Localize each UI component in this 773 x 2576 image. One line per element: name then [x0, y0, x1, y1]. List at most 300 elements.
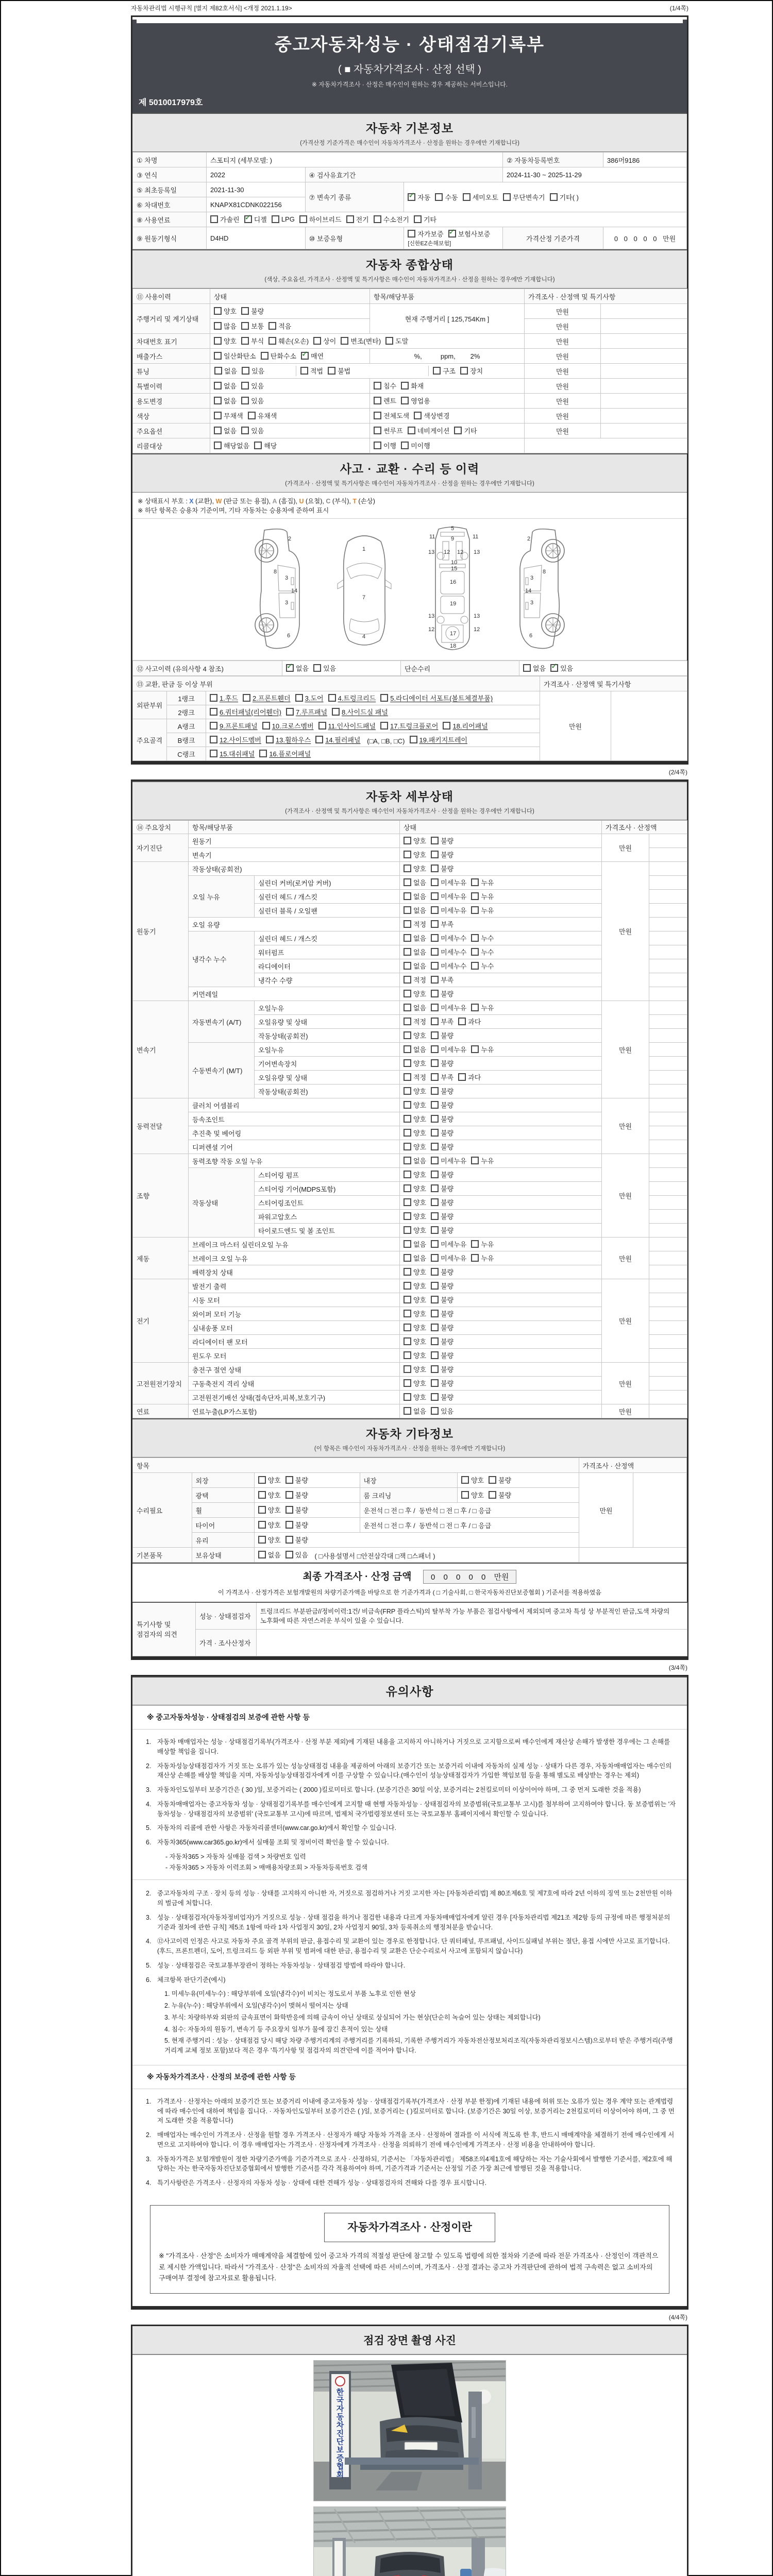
checkbox-상이[interactable] — [313, 336, 336, 346]
checkbox-해당없음[interactable] — [214, 440, 249, 450]
item-state-options — [400, 1084, 602, 1098]
checkbox-양호[interactable] — [404, 1142, 426, 1151]
checkbox-없음[interactable] — [404, 947, 426, 957]
checkbox-box — [374, 215, 381, 223]
checkbox-양호[interactable] — [258, 1520, 281, 1530]
checkbox-box — [285, 1476, 293, 1484]
checkbox-없음[interactable] — [214, 366, 237, 376]
checkbox-group — [214, 398, 268, 406]
checkbox-있음[interactable] — [313, 663, 336, 673]
checkbox-label: 부식 — [251, 337, 264, 345]
checkbox-label: 영업용 — [411, 397, 430, 405]
checkbox-보험사보증[interactable] — [448, 229, 491, 239]
item-state-options — [400, 1377, 602, 1391]
checkbox-불량[interactable] — [431, 1211, 453, 1221]
checkbox-없음[interactable] — [258, 1550, 281, 1560]
checkbox-불량[interactable] — [431, 1378, 453, 1388]
checkbox-label: 불량 — [441, 1143, 454, 1151]
item-state-options — [400, 890, 602, 904]
checkbox-label: 누수 — [481, 935, 494, 942]
checkbox-있음[interactable] — [431, 1406, 453, 1416]
checkbox-1.후드[interactable] — [210, 693, 238, 703]
checkbox-box — [346, 215, 354, 223]
other-price-cell: 만원 — [579, 1473, 633, 1548]
checkbox-없음[interactable] — [404, 1406, 426, 1416]
checkbox-전기[interactable] — [346, 214, 369, 224]
checkbox-양호[interactable] — [404, 836, 426, 845]
checkbox-10.크로스멤버[interactable] — [262, 721, 314, 731]
checkbox-미세누유[interactable] — [431, 1156, 466, 1165]
checkbox-없음[interactable] — [404, 1156, 426, 1165]
checkbox-없음[interactable] — [404, 933, 426, 943]
checkbox-양호[interactable] — [404, 1058, 426, 1068]
checkbox-label: 있음 — [441, 1408, 454, 1415]
device-label: 연료 — [133, 1404, 189, 1418]
inspection-photo-front — [313, 2360, 506, 2501]
checkbox-불량[interactable] — [431, 1281, 453, 1291]
checkbox-box — [431, 1184, 439, 1192]
checkbox-7.루프패널[interactable] — [286, 707, 327, 717]
checkbox-누유[interactable] — [471, 905, 494, 915]
car-damage-diagram — [132, 519, 687, 660]
checkbox-label: 누수 — [481, 962, 494, 970]
other-header-item: 항목 — [133, 1458, 579, 1473]
checkbox-불량[interactable] — [431, 1128, 453, 1138]
checkbox-없음[interactable] — [404, 905, 426, 915]
svg-text:19: 19 — [450, 601, 457, 607]
checkbox-양호[interactable] — [404, 1086, 426, 1096]
checkbox-양호[interactable] — [404, 1170, 426, 1179]
checkbox-양호[interactable] — [214, 336, 237, 346]
checkbox-label: 양호 — [224, 337, 237, 345]
notice-item — [146, 1737, 678, 1757]
checkbox-불량[interactable] — [431, 1267, 453, 1277]
checkbox-불량[interactable] — [431, 989, 453, 998]
checkbox-양호[interactable] — [258, 1535, 281, 1545]
checkbox-양호[interactable] — [404, 1267, 426, 1277]
checkbox-양호[interactable] — [404, 989, 426, 998]
checkbox-group — [404, 1381, 458, 1388]
legend-text: (부식), — [330, 498, 353, 505]
checkbox-양호[interactable] — [404, 1364, 426, 1374]
checkbox-box — [408, 230, 415, 238]
checkbox-box — [313, 664, 321, 672]
checkbox-영업용[interactable] — [401, 396, 430, 405]
checkbox-렌트[interactable] — [374, 396, 396, 405]
checkbox-label: 불량 — [295, 1477, 308, 1484]
summary-table — [132, 289, 687, 453]
checkbox-18.리어패널[interactable] — [443, 721, 488, 731]
checkbox-없음[interactable] — [214, 381, 237, 391]
checkbox-양호[interactable] — [461, 1490, 484, 1500]
checkbox-불량[interactable] — [431, 1350, 453, 1360]
checkbox-디젤[interactable] — [244, 214, 267, 224]
checkbox-많음[interactable] — [214, 321, 237, 331]
checkbox-label: 불량 — [441, 990, 454, 998]
checkbox-양호[interactable] — [258, 1475, 281, 1485]
checkbox-15.대쉬패널[interactable] — [210, 749, 255, 758]
checkbox-불량[interactable] — [431, 836, 453, 845]
holding-items-list: ( □사용설명서 □안전삼각대 □잭 □스패너 ) — [312, 1552, 435, 1560]
checkbox-양호[interactable] — [404, 863, 426, 873]
checkbox-일산화탄소[interactable] — [214, 351, 256, 361]
checkbox-적법[interactable] — [300, 366, 323, 376]
checkbox-양호[interactable] — [461, 1475, 484, 1485]
item-state-options — [400, 1293, 602, 1307]
checkbox-양호[interactable] — [404, 1183, 426, 1193]
checkbox-14.필러패널[interactable] — [315, 735, 360, 744]
checkbox-양호[interactable] — [404, 1211, 426, 1221]
checkbox-2.프론트휀더[interactable] — [243, 693, 291, 703]
checkbox-수동[interactable] — [435, 192, 458, 202]
checkbox-세미오토[interactable] — [463, 192, 498, 202]
checkbox-양호[interactable] — [404, 1378, 426, 1388]
checkbox-label: 불량 — [441, 1352, 454, 1360]
checkbox-미세누유[interactable] — [431, 891, 466, 901]
checkbox-미세누유[interactable] — [431, 905, 466, 915]
detail-note-cell — [649, 1391, 687, 1404]
checkbox-적정[interactable] — [404, 919, 426, 929]
checkbox-유채색[interactable] — [248, 411, 277, 420]
checkbox-불량[interactable] — [241, 306, 264, 316]
checkbox-3.도어[interactable] — [295, 693, 324, 703]
checkbox-label: 있음 — [251, 367, 265, 375]
checkbox-썬루프[interactable] — [374, 426, 403, 435]
checkbox-도말[interactable] — [385, 336, 408, 346]
legend-text: (흠집), — [277, 498, 299, 505]
detail-note-cell — [649, 1029, 687, 1043]
item-state-options — [400, 959, 602, 973]
notice-item-text: 자동차매매업자는 중고자동차 성능 · 상태점검기록부를 매수인에게 고지할 때 현행 자동차성능 · 상태점검자의 보증범위(국토교통부 고시)를 첨부하여 고지하여야 합니다. 동 보증범위는 '자동차성능 · 상태점검자의 보증범위' (국토교통부 고시)에 따르며, 법제처 국가법령정보센터 또는 국토교통부 홈페이지에서 확인할 수 있습니다. — [157, 1800, 676, 1818]
checkbox-양호[interactable] — [214, 306, 237, 316]
checkbox-해당[interactable] — [254, 440, 277, 450]
checkbox-불량[interactable] — [431, 1100, 453, 1110]
checkbox-양호[interactable] — [404, 1281, 426, 1291]
checkbox-6.쿼터패널(리어휀더)[interactable] — [210, 707, 281, 717]
checkbox-양호[interactable] — [404, 1323, 426, 1332]
table-row — [133, 182, 687, 197]
checkbox-불량[interactable] — [431, 1197, 453, 1207]
checkbox-9.프론트패널[interactable] — [210, 721, 258, 731]
checkbox-무채색[interactable] — [214, 411, 243, 420]
banner-char: 단 — [336, 2437, 344, 2446]
checkbox-양호[interactable] — [404, 1225, 426, 1235]
checkbox-네비게이션[interactable] — [408, 426, 450, 435]
document-number: 제 5010017979호 — [139, 98, 203, 107]
checkbox-누유[interactable] — [471, 1003, 494, 1012]
svg-text:8: 8 — [543, 569, 546, 575]
checkbox-label: 불량 — [441, 1199, 454, 1207]
checkbox-과다[interactable] — [458, 1016, 481, 1026]
checkbox-가솔린[interactable] — [210, 214, 240, 224]
checkbox-4.트렁크리드[interactable] — [328, 693, 376, 703]
checkbox-불량[interactable] — [285, 1520, 308, 1530]
checkbox-누유[interactable] — [471, 1239, 494, 1249]
checkbox-불량[interactable] — [431, 1086, 453, 1096]
checkbox-없음[interactable] — [404, 961, 426, 971]
checkbox-양호[interactable] — [404, 1030, 426, 1040]
checkbox-양호[interactable] — [404, 1114, 426, 1124]
checkbox-11.인사이드패널[interactable] — [318, 721, 376, 731]
checkbox-기타[interactable] — [414, 214, 436, 224]
checkbox-12.사이드멤버[interactable] — [210, 735, 261, 744]
checkbox-불량[interactable] — [431, 1170, 453, 1179]
checkbox-양호[interactable] — [404, 1197, 426, 1207]
item-group-label: 작동상태 — [189, 1168, 255, 1238]
checkbox-보통[interactable] — [241, 321, 264, 331]
checkbox-불량[interactable] — [431, 1114, 453, 1124]
svg-text:2: 2 — [288, 536, 292, 542]
checkbox-label: 기타( ) — [559, 193, 579, 201]
emission-label: 배출가스 — [133, 349, 210, 364]
checkbox-불량[interactable] — [431, 1364, 453, 1374]
checkbox-불량[interactable] — [431, 1058, 453, 1068]
checkbox-구조[interactable] — [433, 366, 456, 376]
svg-text:12: 12 — [457, 549, 464, 555]
checkbox-기타( )[interactable] — [550, 192, 579, 202]
checkbox-양호[interactable] — [258, 1505, 281, 1515]
checkbox-box — [431, 1059, 439, 1067]
checkbox-매연[interactable] — [301, 351, 324, 361]
checkbox-불량[interactable] — [431, 850, 453, 859]
checkbox-불량[interactable] — [431, 1225, 453, 1235]
checkbox-미세누유[interactable] — [431, 1239, 466, 1249]
checkbox-box — [404, 1157, 411, 1164]
checkbox-누유[interactable] — [471, 877, 494, 887]
notice-sub-item: 5. 현재 주행거리 : 성능 · 상태점검 당시 해당 차량 주행거리계의 주행거리를 기록하되, 기록한 주행거리가 자동차전산정보처리조직(자동차관리정보시스템)으로부터 받은 주행거리(주행거리계 교체 정보 포함)보다 적은 경우 '특기사항 및 점검자의 의견'란에 이를 적어야 합니다. — [164, 2037, 673, 2054]
checkbox-불량[interactable] — [285, 1535, 308, 1545]
checkbox-label: 누수 — [481, 948, 494, 956]
checkbox-부족[interactable] — [431, 919, 453, 929]
final-price-label: 최종 가격조사 · 산정 금액 — [303, 1571, 412, 1582]
checkbox-17.트렁크플로어[interactable] — [380, 721, 438, 731]
checkbox-group — [404, 852, 458, 860]
notice-item — [146, 1838, 678, 1848]
notice-item — [146, 2155, 678, 2174]
checkbox-양호[interactable] — [404, 1128, 426, 1138]
banner-char: 차 — [336, 2420, 344, 2430]
detail-note-cell — [649, 918, 687, 931]
checkbox-불량[interactable] — [431, 1295, 453, 1304]
checkbox-label: 양호 — [413, 865, 427, 873]
legend-text: (요철), — [304, 498, 326, 505]
checkbox-적정[interactable] — [404, 1016, 426, 1026]
checkbox-미세누유[interactable] — [431, 1253, 466, 1263]
checkbox-양호[interactable] — [258, 1490, 281, 1500]
svg-text:6: 6 — [287, 633, 291, 639]
checkbox-8.사이드실 패널[interactable] — [332, 707, 388, 717]
checkbox-부식[interactable] — [241, 336, 264, 346]
checkbox-전체도색[interactable] — [374, 411, 409, 420]
checkbox-불량[interactable] — [489, 1475, 511, 1485]
checkbox-box — [431, 892, 439, 900]
notice-pricing-header: ※ 자동차가격조사 · 산정의 보증에 관한 사항 등 — [132, 2065, 687, 2089]
checkbox-불량[interactable] — [431, 1336, 453, 1346]
checkbox-box — [214, 352, 222, 360]
checkbox-미이행[interactable] — [401, 440, 430, 450]
checkbox-기타[interactable] — [454, 426, 477, 435]
checkbox-탄화수소[interactable] — [261, 351, 296, 361]
checkbox-box — [318, 722, 326, 730]
checkbox-label: LPG — [281, 215, 295, 223]
checkbox-양호[interactable] — [404, 1336, 426, 1346]
checkbox-누수[interactable] — [471, 947, 494, 957]
checkbox-양호[interactable] — [404, 1295, 426, 1304]
checkbox-없음[interactable] — [286, 663, 309, 673]
checkbox-group — [404, 963, 498, 971]
checkbox-양호[interactable] — [404, 850, 426, 859]
checkbox-없음[interactable] — [404, 1253, 426, 1263]
notice-item — [146, 2178, 678, 2188]
checkbox-누유[interactable] — [471, 1253, 494, 1263]
legend-text: (손상) — [356, 498, 375, 505]
table-row — [133, 212, 687, 227]
year-value: 2022 — [207, 167, 306, 182]
checkbox-있음[interactable] — [241, 426, 264, 435]
checkbox-누유[interactable] — [471, 891, 494, 901]
checkbox-적정[interactable] — [404, 975, 426, 985]
checkbox-양호[interactable] — [404, 1350, 426, 1360]
checkbox-box — [241, 337, 249, 345]
checkbox-box — [404, 1296, 411, 1303]
checkbox-하이브리드[interactable] — [299, 214, 342, 224]
checkbox-불량[interactable] — [285, 1505, 308, 1515]
checkbox-없음[interactable] — [404, 1003, 426, 1012]
checkbox-부족[interactable] — [431, 1016, 453, 1026]
checkbox-누유[interactable] — [471, 1044, 494, 1054]
checkbox-미세누유[interactable] — [431, 1003, 466, 1012]
checkbox-label: 불량 — [295, 1521, 308, 1529]
checkbox-label: 많음 — [224, 323, 237, 330]
checkbox-label: 9.프론트패널 — [220, 722, 258, 730]
checkbox-group — [404, 1339, 458, 1347]
checkbox-있음[interactable] — [241, 396, 264, 405]
checkbox-group — [404, 838, 458, 846]
checkbox-13.휠하우스[interactable] — [266, 735, 311, 744]
inspection-period-value: 2024-11-30 ~ 2025-11-29 — [503, 167, 687, 182]
checkbox-불량[interactable] — [431, 1323, 453, 1332]
checkbox-있음[interactable] — [550, 663, 573, 673]
checkbox-불량[interactable] — [285, 1475, 308, 1485]
detail-row — [133, 1238, 687, 1251]
checkbox-없음[interactable] — [404, 1044, 426, 1054]
checkbox-불량[interactable] — [431, 1392, 453, 1402]
checkbox-불량[interactable] — [431, 1030, 453, 1040]
base-price-label: 가격산정 기준가격 — [503, 227, 603, 249]
checkbox-색상변경[interactable] — [414, 411, 449, 420]
checkbox-없음[interactable] — [404, 891, 426, 901]
checkbox-없음[interactable] — [404, 1239, 426, 1249]
checkbox-무단변속기[interactable] — [503, 192, 545, 202]
checkbox-불량[interactable] — [431, 863, 453, 873]
checkbox-화재[interactable] — [401, 381, 424, 391]
checkbox-box — [401, 397, 409, 404]
checkbox-양호[interactable] — [404, 1392, 426, 1402]
svg-text:16: 16 — [450, 579, 457, 585]
checkbox-label: 변조(변타) — [350, 337, 381, 345]
other-info-table — [132, 1458, 687, 1563]
checkbox-누수[interactable] — [471, 961, 494, 971]
checkbox-있음[interactable] — [285, 1550, 308, 1560]
checkbox-변조(변타)[interactable] — [341, 336, 381, 346]
checkbox-부족[interactable] — [431, 975, 453, 985]
checkbox-box — [248, 412, 256, 419]
checkbox-label: 누유 — [481, 907, 494, 914]
item-state-options — [400, 1210, 602, 1224]
item-label: 스티어링조인트 — [255, 1196, 400, 1210]
checkbox-5.라디에이터 서포트(볼트체결부품)[interactable] — [380, 693, 493, 703]
checkbox-없음[interactable] — [214, 426, 237, 435]
checkbox-box — [258, 1491, 266, 1499]
checkbox-불량[interactable] — [285, 1490, 308, 1500]
checkbox-불량[interactable] — [431, 1183, 453, 1193]
detail-note-cell — [649, 1265, 687, 1279]
checkbox-누유[interactable] — [471, 1156, 494, 1165]
checkbox-없음[interactable] — [523, 663, 546, 673]
checkbox-label: 불량 — [441, 1380, 454, 1387]
svg-text:11: 11 — [473, 534, 479, 540]
item-state-options — [400, 1140, 602, 1154]
svg-text:9: 9 — [451, 536, 455, 542]
checkbox-양호[interactable] — [404, 1309, 426, 1318]
checkbox-부족[interactable] — [431, 1072, 453, 1082]
checkbox-침수[interactable] — [374, 381, 396, 391]
checkbox-미세누수[interactable] — [431, 933, 466, 943]
checkbox-label: 있음 — [251, 382, 264, 390]
checkbox-적음[interactable] — [268, 321, 291, 331]
checkbox-label: 없음 — [413, 1046, 427, 1054]
checkbox-19.패키지트레이[interactable] — [410, 735, 467, 744]
checkbox-box — [241, 382, 249, 389]
checkbox-있음[interactable] — [242, 366, 264, 376]
detail-note-cell — [649, 1168, 687, 1182]
checkbox-훼손(오손)[interactable] — [268, 336, 309, 346]
basic-section-header — [132, 113, 687, 152]
checkbox-장치[interactable] — [460, 366, 483, 376]
checkbox-있음[interactable] — [241, 381, 264, 391]
checkbox-box — [550, 193, 558, 201]
checkbox-수소전기[interactable] — [374, 214, 409, 224]
checkbox-미세누수[interactable] — [431, 961, 466, 971]
checkbox-LPG[interactable] — [272, 215, 295, 223]
checkbox-불량[interactable] — [431, 1142, 453, 1151]
checkbox-box — [460, 367, 468, 375]
checkbox-box — [214, 397, 222, 404]
notice-item-number: 1. — [146, 2097, 152, 2105]
checkbox-미세누유[interactable] — [431, 877, 466, 887]
item-label: 배력장치 상태 — [189, 1265, 400, 1279]
checkbox-자동[interactable] — [408, 192, 430, 202]
tuning-legal — [296, 366, 428, 376]
checkbox-미세누수[interactable] — [431, 947, 466, 957]
checkbox-group — [374, 398, 435, 406]
checkbox-없음[interactable] — [404, 877, 426, 887]
checkbox-자가보증[interactable] — [408, 229, 443, 239]
mileage-amount-options — [210, 319, 370, 334]
checkbox-불법[interactable] — [328, 366, 350, 376]
notice-item-text: 가격조사 · 산정자는 아래의 보증기간 또는 보증거리 이내에 중고자동차 성능 · 상태점검기록부(가격조사 · 산정 부분 한정)에 기재된 내용에 허위 또는 오류가 있는 경우 계약 또는 관계법령에 따라 매수인에 대하여 책임을 집니다. · 자동차인도일부터 보증기간은 ( )일, 보증거리는 ( )킬로미터로 합니다. (보증기간은 30일 이상, 보증거리는 2천킬로미터 이상이어야 하며, 그 중 먼저 도래한 것을 적용합니다) — [157, 2097, 675, 2125]
checkbox-양호[interactable] — [404, 1100, 426, 1110]
checkbox-누수[interactable] — [471, 933, 494, 943]
checkbox-미세누유[interactable] — [431, 1044, 466, 1054]
checkbox-불량[interactable] — [489, 1490, 511, 1500]
checkbox-적정[interactable] — [404, 1072, 426, 1082]
checkbox-16.플로어패널[interactable] — [259, 749, 311, 758]
checkbox-과다[interactable] — [458, 1072, 481, 1082]
checkbox-이행[interactable] — [374, 440, 396, 450]
checkbox-불량[interactable] — [431, 1309, 453, 1318]
checkbox-없음[interactable] — [214, 396, 237, 405]
